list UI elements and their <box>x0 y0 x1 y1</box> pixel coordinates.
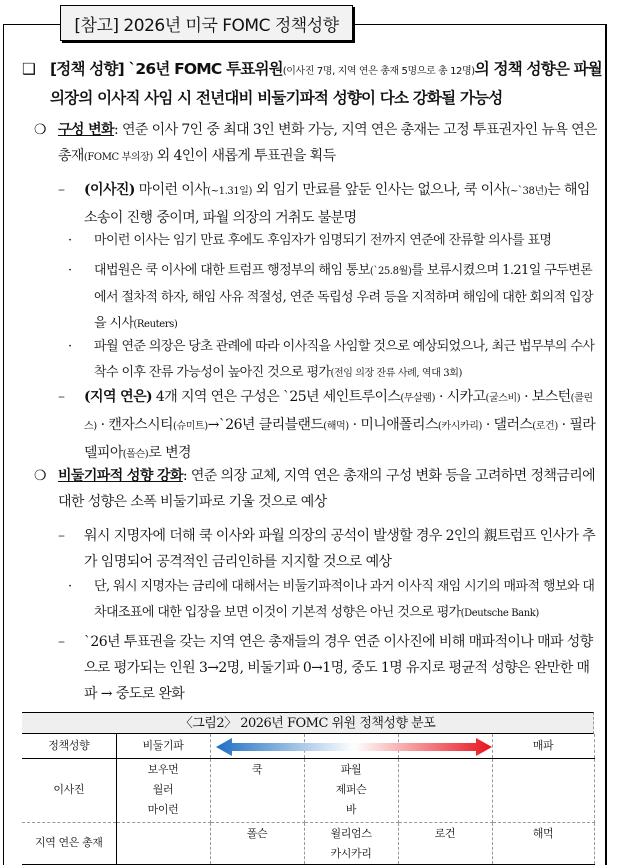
cell <box>210 758 304 822</box>
cell <box>304 822 398 865</box>
detail-miran <box>68 228 598 254</box>
header-row-label: 정책성향 <box>22 734 116 758</box>
arrow-cell <box>304 734 398 758</box>
sub-note: (~`38년) <box>506 186 548 197</box>
member: 파월 <box>340 762 362 776</box>
point-text: 연준 의장 교체, 지역 연은 총재의 구성 변화 등을 고려하면 정책금리에 대한 성향은 소폭 비둘기파로 기울 것으로 예상 <box>58 468 596 510</box>
dot-bullet-icon: · <box>68 339 72 354</box>
member: 쿡 <box>251 762 263 776</box>
seg: 4개 지역 연은 구성은 `25년 세인트루이스 <box>152 389 401 405</box>
sub-regional-fed <box>58 384 602 468</box>
seg: · 미니애폴리스 <box>348 417 438 433</box>
distribution-table <box>22 734 595 865</box>
heading-tail: 의 정책 성향은 파월 의장의 이사직 사임 시 전년대비 비둘기파적 성향이 다소 강화될 가능성 <box>50 60 602 107</box>
header-row <box>22 734 594 758</box>
member: 폴슨 <box>246 826 268 840</box>
table-row-regional <box>22 822 594 865</box>
point-dovish-shift <box>34 463 602 515</box>
seg-note: (굴스비) <box>485 393 521 404</box>
row-label: 지역 연은 총재 <box>22 822 116 865</box>
cell <box>492 758 594 822</box>
point-note: (FOMC 부의장) <box>83 152 153 163</box>
cell <box>304 758 398 822</box>
dot-bullet-icon: · <box>68 579 72 594</box>
detail-text: 대법원은 쿡 이사에 대한 트럼프 행정부의 해임 통보 <box>94 263 370 278</box>
row-label: 이사진 <box>22 758 116 822</box>
member: 제퍼슨 <box>335 782 367 796</box>
figure-policy-distribution <box>22 712 594 865</box>
seg-note: (폴슨) <box>122 449 149 460</box>
point-composition-change <box>34 117 602 171</box>
heading-lead: [정책 성향] `26년 FOMC 투표위원 <box>50 60 283 78</box>
square-bullet-icon: ❑ <box>22 60 36 78</box>
sub-text: 외 임기 만료를 앞둔 인사는 없으나, 쿡 이사 <box>252 182 507 198</box>
seg: · 보스턴 <box>520 389 571 405</box>
seg-note: (슈미트) <box>172 421 208 432</box>
member: 월러 <box>152 782 174 796</box>
sub-note: (~1.31일) <box>207 186 253 197</box>
seg-note: (해먹) <box>323 421 349 432</box>
detail-text: 파월 연준 의장은 당초 관례에 따라 이사직을 사임할 것으로 예상되었으나, 최근 법무부의 수사 착수 이후 잔류 가능성이 높아진 것으로 평가 <box>94 339 595 380</box>
dash-bullet-icon: – <box>58 182 65 198</box>
detail-powell <box>68 334 598 387</box>
detail-note: (전임 의장 잔류 사례, 역대 3회) <box>330 368 462 379</box>
seg: · 시카고 <box>435 389 486 405</box>
dot-bullet-icon: · <box>68 233 72 248</box>
dash-bullet-icon: – <box>58 528 65 544</box>
seg: · 필라델피아 <box>84 417 596 461</box>
seg: · 캔자스시티 <box>96 417 173 433</box>
member: 마이런 <box>147 802 179 816</box>
point-label: 구성 변화 <box>58 122 114 138</box>
table-row-board <box>22 758 594 822</box>
cell <box>116 758 210 822</box>
colon: : <box>113 122 119 138</box>
point-text-tail: 외 4인이 새롭게 투표권을 획득 <box>152 148 336 164</box>
member: 바 <box>345 802 357 816</box>
seg: 로 변경 <box>148 445 191 461</box>
dash-bullet-icon: – <box>58 389 65 405</box>
member: 카시카리 <box>330 846 372 860</box>
heading-note: (이사진 7명, 지역 연은 총재 5명으로 총 12명) <box>282 66 475 77</box>
reference-title <box>60 5 353 41</box>
arrow-cell <box>210 734 304 758</box>
member: 보우먼 <box>147 762 179 776</box>
reference-title-text: [참고] 2026년 미국 FOMC 정책성향 <box>74 15 339 36</box>
seg-note: (로건) <box>532 421 558 432</box>
member: 해먹 <box>532 826 554 840</box>
hawkish-label: 매파 <box>492 734 594 758</box>
cell <box>398 758 492 822</box>
member: 로건 <box>434 826 456 840</box>
cell <box>398 822 492 865</box>
detail-warsh <box>68 574 598 627</box>
cell <box>210 822 304 865</box>
detail-source: (Reuters) <box>133 319 178 330</box>
colon: : <box>182 468 187 484</box>
arrow-cell <box>398 734 492 758</box>
cell <box>492 822 594 865</box>
figure-title: 〈그림2〉 2026년 FOMC 위원 정책성향 분포 <box>22 712 594 734</box>
member: 윌리엄스 <box>330 826 372 840</box>
circle-bullet-icon: ❍ <box>34 468 46 484</box>
seg-note: (카시카리) <box>437 421 482 432</box>
sub-regional-hawk-dove <box>58 629 602 707</box>
sub-text: 마이런 이사 <box>134 182 208 198</box>
sub-warsh <box>58 523 602 575</box>
cell <box>116 822 210 865</box>
sub-text: `26년 투표권을 갖는 지역 연은 총재들의 경우 연준 이사진에 비해 매파적이나 매파 성향으로 평가되는 인원 3→2명, 비둘기파 0→1명, 중도 1명 유지로 평균적 성향은 완만한 매파 → 중도로 완화 <box>84 634 593 702</box>
dot-bullet-icon: · <box>68 263 72 278</box>
detail-text: 마이런 이사는 임기 만료 후에도 후임자가 임명되기 전까지 연준에 잔류할 의사를 표명 <box>94 233 552 248</box>
seg: →`26년 클리블랜드 <box>207 417 324 433</box>
detail-source: (Deutsche Bank) <box>460 608 539 619</box>
seg-note: (콜린스) <box>84 393 593 432</box>
section-heading <box>22 56 602 111</box>
sub-board <box>58 177 602 231</box>
sub-text: 워시 지명자에 더해 쿡 이사와 파월 의장의 공석이 발생할 경우 2인의 親트럼프 인사가 추가 임명되어 공격적인 금리인하를 지지할 것으로 예상 <box>84 528 596 570</box>
detail-cook <box>68 258 598 338</box>
detail-text: 단, 워시 지명자는 금리에 대해서는 비둘기파적이나 과거 이사직 재임 시기의 매파적 행보와 대차대조표에 대한 입장을 보면 이것이 기본적 성향은 아닌 것으로 평가 <box>94 579 595 620</box>
dash-bullet-icon: – <box>58 634 65 650</box>
circle-bullet-icon: ❍ <box>34 122 46 138</box>
point-text: 연준 이사 7인 중 최대 3인 변화 가능, 지역 연은 총재는 고정 투표권자인 뉴욕 연은 총재 <box>58 122 597 164</box>
sub-label: (지역 연은) <box>84 389 153 405</box>
detail-text: 를 보류시켰으며 1.21일 구두변론에서 절차적 하자, 해임 사유 적절성, 연준 독립성 우려 등을 지적하며 해임에 대한 회의적 입장을 시사 <box>94 263 593 331</box>
sub-text: 는 해임 소송이 진행 중이며, 파월 의장의 거취도 불분명 <box>84 182 590 226</box>
point-label: 비둘기파적 성향 강화 <box>58 468 183 484</box>
seg-note: (무살렘) <box>400 393 436 404</box>
dovish-label: 비둘기파 <box>116 734 210 758</box>
detail-note: (`25.8월) <box>369 266 412 277</box>
seg: · 댈러스 <box>481 417 533 433</box>
sub-label: (이사진) <box>84 182 135 198</box>
